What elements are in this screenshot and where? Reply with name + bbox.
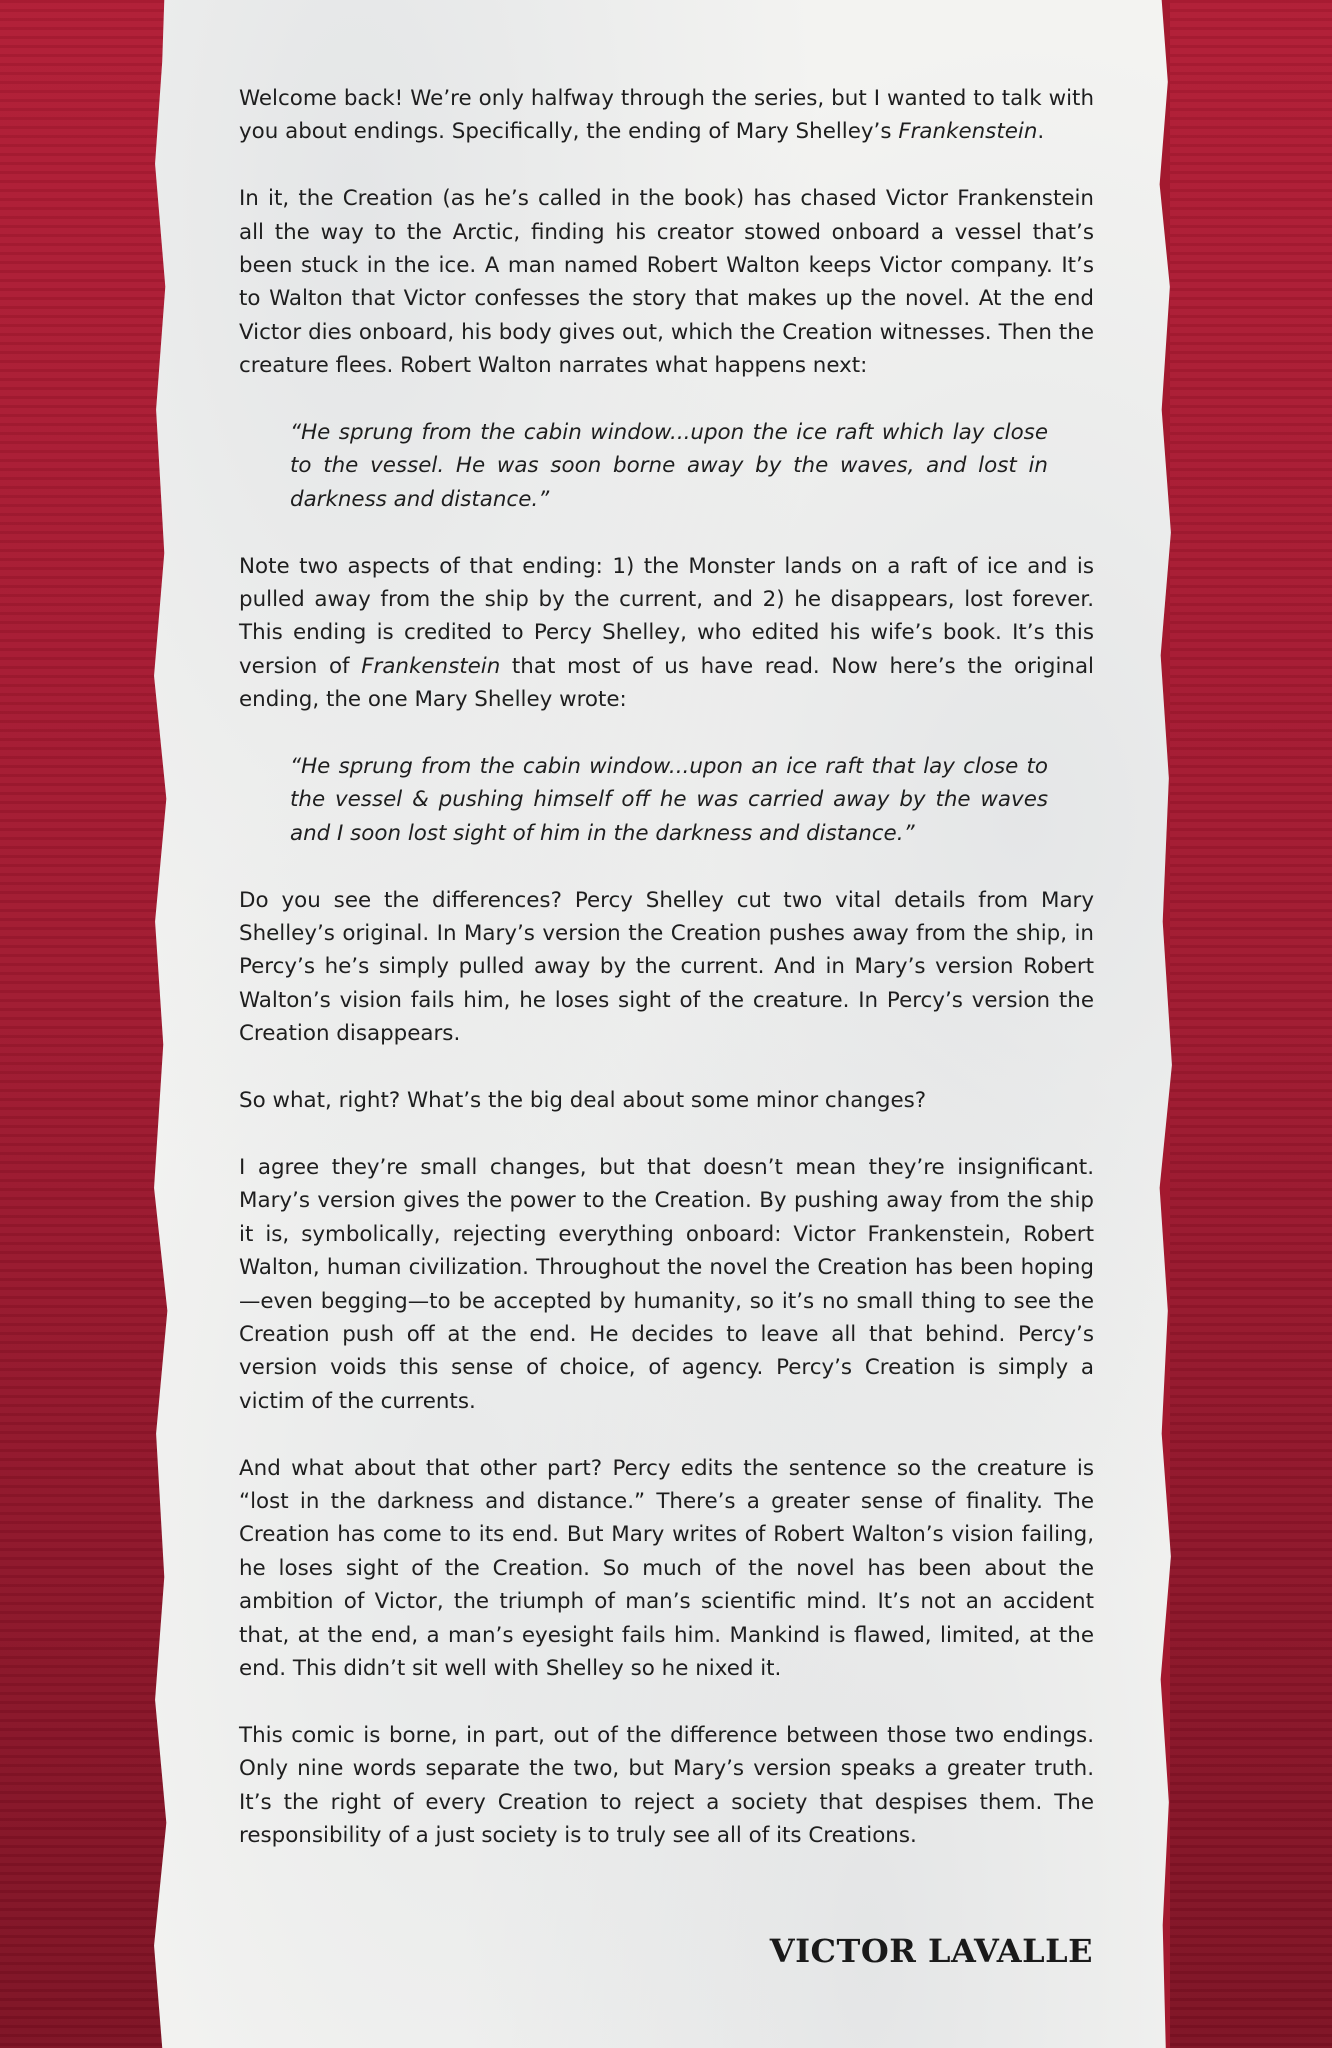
- paragraph-aspects-end: that most of us have read. Now here’s the original ending, the one Mary Shelley wrote:: [239, 653, 1094, 713]
- paragraph-agree: I agree they’re small changes, but that doesn’t mean they’re insignificant. Mary’s version gives the power to the Creation. By pushing away from the ship it is, symbolically, rejecting everything onboard: Victor Frankenstein, Robert Walton, human civilization. Throughout the novel the Creation has been hoping—even begging—to be accepted by humanity, so it’s no small thing to see the Creation push off at the end. He decides to leave all that behind. Percy’s version voids this sense of choice, of agency. Percy’s Creation is simply a victim of the currents.: [239, 1154, 1094, 1414]
- paragraph-aspects: [239, 550, 1094, 717]
- paragraph-aspects-text: Note two aspects of that ending: 1) the Monster lands on a raft of ice and is pulled away from the ship by the current, and 2) he disappears, lost forever. This ending is credited to Percy Shelley, who edited his wife’s book. It’s this version of: [239, 553, 1094, 679]
- right-red-border: [1170, 0, 1332, 2048]
- letter-body: [239, 82, 1094, 1886]
- quote-mary: “He sprung from the cabin window...upon an ice raft that lay close to the vessel & pushing himself off he was carried away by the waves and I soon lost sight of him in the darkness and distance.”: [290, 754, 1048, 846]
- paragraph-other-part: And what about that other part? Percy edits the sentence so the creature is “lost in the darkness and distance.” There’s a greater sense of finality. The Creation has come to its end. But Mary writes of Robert Walton’s vision failing, he loses sight of the Creation. So much of the novel has been about the ambition of Victor, the triumph of man’s scientific mind. It’s not an accident that, at the end, a man’s eyesight fails him. Mankind is flawed, limited, at the end. This didn’t sit well with Shelley so he nixed it.: [239, 1455, 1094, 1681]
- quote-percy: “He sprung from the cabin window...upon the ice raft which lay close to the vessel. He was soon borne away by the waves, and lost in darkness and distance.”: [290, 420, 1048, 512]
- paragraph-conclusion: This comic is borne, in part, out of the difference between those two endings. Only nine words separate the two, but Mary’s version speaks a greater truth. It’s the right of every Creation to reject a society that despises them. The responsibility of a just society is to truly see all of its Creations.: [239, 1722, 1094, 1848]
- book-title: Frankenstein: [361, 653, 501, 679]
- paragraph-intro: [239, 82, 1094, 149]
- paragraph-so-what: So what, right? What’s the big deal about some minor changes?: [239, 1088, 927, 1114]
- author-signature: VICTOR LAVALLE: [769, 1932, 1093, 1970]
- paragraph-intro-text: Welcome back! We’re only halfway through the series, but I wanted to talk with you about endings. Specifically, the ending of Mary Shelley’s: [239, 86, 1094, 145]
- book-title: Frankenstein: [898, 119, 1038, 145]
- paragraph-summary: In it, the Creation (as he’s called in the book) has chased Victor Frankenstein all the way to the Arctic, finding his creator stowed onboard a vessel that’s been stuck in the ice. A man named Robert Walton keeps Victor company. It’s to Walton that Victor confesses the story that makes up the novel. At the end Victor dies onboard, his body gives out, which the Creation witnesses. Then the creature flees. Robert Walton narrates what happens next:: [239, 186, 1094, 379]
- paragraph-intro-end: .: [1037, 119, 1045, 145]
- paragraph-differences: Do you see the differences? Percy Shelley cut two vital details from Mary Shelley’s original. In Mary’s version the Creation pushes away from the ship, in Percy’s he’s simply pulled away by the current. And in Mary’s version Robert Walton’s vision fails him, he loses sight of the creature. In Percy’s version the Creation disappears.: [239, 887, 1094, 1047]
- left-red-border: [0, 0, 180, 2048]
